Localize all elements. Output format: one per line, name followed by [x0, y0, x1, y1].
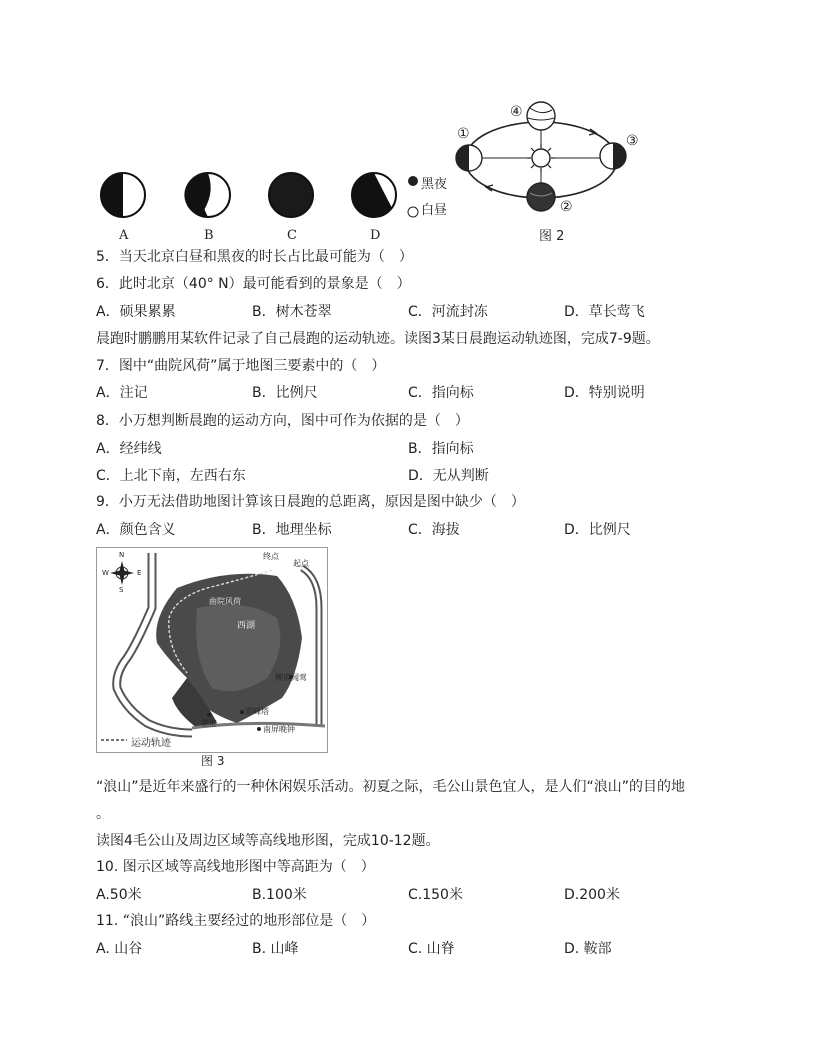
intro-10-12-line3: 读图4毛公山及周边区域等高线地形图，完成10-12题。 [96, 833, 440, 849]
question-11-stem: 11. “浪山”路线主要经过的地形部位是（ ） [96, 913, 376, 929]
q9-option-a: A．颜色含义 [96, 522, 176, 538]
q8-option-a: A．经纬线 [96, 441, 162, 457]
map-label-xihu: 西湖 [237, 621, 256, 631]
q9-option-b: B．地理坐标 [252, 522, 332, 538]
compass-n: N [119, 551, 125, 559]
q9-option-d: D．比例尺 [564, 522, 631, 538]
q8-option-c: C．上北下南，左西右东 [96, 468, 246, 484]
circle-d [352, 173, 396, 217]
q8-option-d: D．无从判断 [408, 468, 489, 484]
label-d: D [370, 228, 381, 243]
compass-icon [110, 561, 134, 585]
compass-w: W [102, 569, 109, 577]
q6-option-b: B．树木苍翠 [252, 304, 332, 320]
question-7-stem: 7．图中“曲院风荷”属于地图三要素中的（ ） [96, 358, 386, 374]
question-9-stem: 9．小万无法借助地图计算该日晨跑的总距离，原因是图中缺少（ ） [96, 494, 525, 510]
legend-light-label: 白昼 [421, 203, 448, 218]
intro-7-9: 晨跑时鹏鹏用某软件记录了自己晨跑的运动轨迹。读图3某日晨跑运动轨迹图，完成7-9题。 [96, 331, 660, 347]
q10-option-a: A.50米 [96, 887, 142, 903]
question-8-stem: 8．小万想判断晨跑的运动方向，图中可作为依据的是（ ） [96, 413, 469, 429]
earth-1-icon [456, 145, 482, 171]
figure-2-caption: 图 2 [539, 229, 565, 244]
q6-option-a: A．硕果累累 [96, 304, 176, 320]
sun-icon [527, 144, 555, 172]
q10-option-b: B.100米 [252, 887, 307, 903]
map-label-quyuan: 曲院风荷 [209, 597, 241, 606]
map-label-leifeng: 雷峰塔 [245, 707, 269, 716]
q7-option-a: A．注记 [96, 385, 148, 401]
question-6-stem: 6．此时北京（40° N）最可能看到的景象是（ ） [96, 276, 411, 292]
map-label-end: 终点 [263, 552, 279, 561]
map-label-liulang: 柳浪闻莺 [275, 673, 307, 682]
intro-10-12-line1: “浪山”是近年来盛行的一种休闲娱乐活动。初夏之际，毛公山景色宜人，是人们“浪山”的目的地 [96, 779, 686, 795]
q11-option-d: D. 鞍部 [564, 941, 612, 957]
q6-option-d: D．草长莺飞 [564, 304, 645, 320]
circle-b [184, 173, 230, 217]
figure-3-caption: 图 3 [201, 754, 225, 768]
position-2-label: ② [560, 199, 573, 215]
q11-option-a: A. 山谷 [96, 941, 143, 957]
label-c: C [287, 228, 297, 243]
q6-option-c: C．河流封冻 [408, 304, 488, 320]
label-b: B [204, 228, 214, 243]
compass-s: S [119, 586, 124, 594]
position-4-label: ④ [510, 104, 523, 120]
day-night-circles [96, 164, 406, 226]
q8-option-b: B．指向标 [408, 441, 474, 457]
position-3-label: ③ [626, 133, 639, 149]
map-label-huagang: 花港 [201, 719, 217, 728]
question-10-stem: 10. 图示区域等高线地形图中等高距为（ ） [96, 859, 375, 875]
circle-c [269, 173, 313, 217]
compass-e: E [137, 569, 142, 577]
q11-option-c: C. 山脊 [408, 941, 455, 957]
question-5: 5．当天北京白昼和黑夜的时长占比最可能为（ ） [96, 249, 413, 265]
legend-dark-label: 黑夜 [421, 177, 448, 192]
earth-3-icon [600, 143, 626, 169]
q7-option-d: D．特别说明 [564, 385, 645, 401]
q7-option-b: B．比例尺 [252, 385, 318, 401]
earth-4-icon [527, 102, 555, 130]
circle-a [101, 173, 145, 217]
q9-option-c: C．海拔 [408, 522, 460, 538]
q7-option-c: C．指向标 [408, 385, 474, 401]
q10-option-d: D.200米 [564, 887, 620, 903]
orbit-diagram [450, 96, 650, 226]
figure-3-map [96, 547, 328, 753]
label-a: A [119, 228, 129, 243]
position-1-label: ① [457, 126, 470, 142]
map-label-nanping: 南屏晚钟 [263, 725, 295, 734]
map-label-start: 起点 [293, 559, 309, 568]
intro-10-12-line2: 。 [96, 806, 110, 822]
legend-dark-icon [407, 175, 419, 187]
q11-option-b: B. 山峰 [252, 941, 299, 957]
legend-light-icon [407, 206, 419, 218]
q10-option-c: C.150米 [408, 887, 463, 903]
map-legend-label: 运动轨迹 [131, 738, 171, 749]
earth-2-icon [527, 183, 555, 211]
